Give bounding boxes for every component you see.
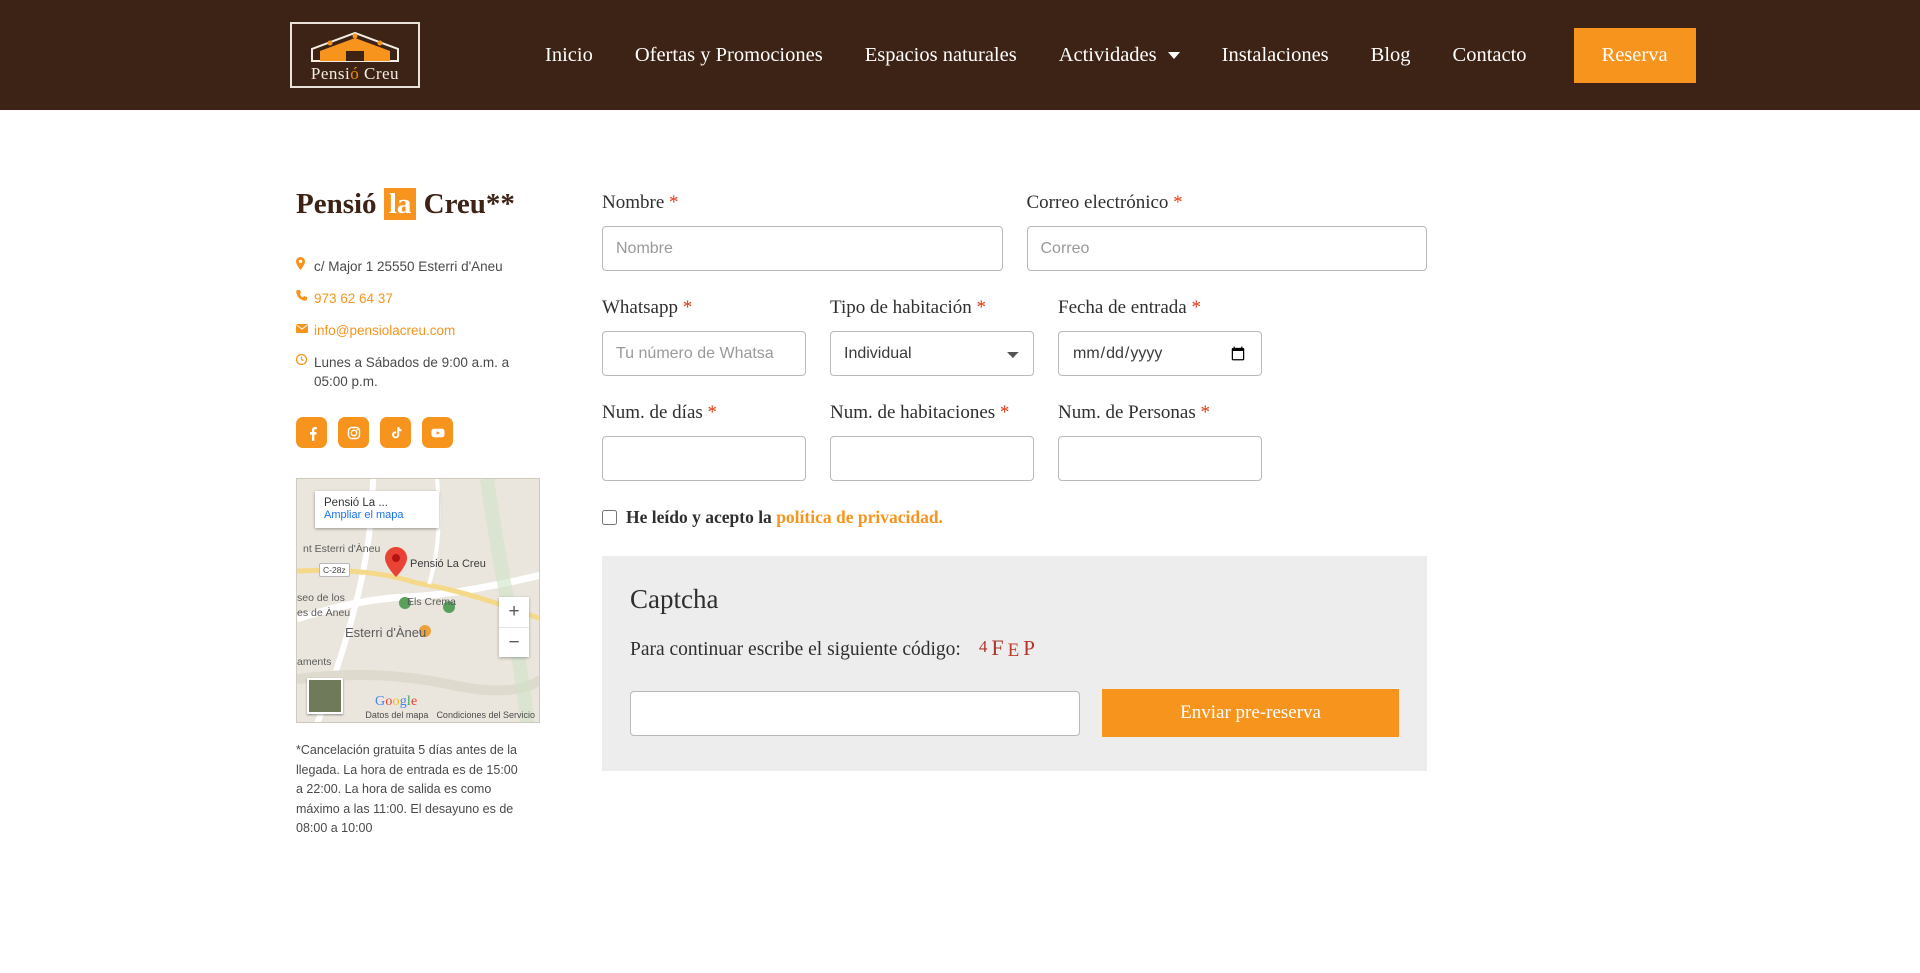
label-whatsapp: Whatsapp * [602, 297, 693, 318]
map-label-text: aments [297, 656, 332, 668]
nav-item-contacto[interactable] [1432, 0, 1548, 110]
field-num-personas [1058, 402, 1262, 481]
contact-phone[interactable] [296, 289, 546, 308]
contact-address [296, 257, 546, 276]
address-text: c/ Major 1 25550 Esterri d'Aneu [314, 259, 503, 274]
required-mark: * [707, 402, 718, 423]
map-pin-label: Pensió La Creu [410, 558, 486, 570]
email-link[interactable]: info@pensiolacreu.com [314, 323, 456, 338]
chevron-down-icon [1168, 52, 1180, 59]
label-tipo-habitacion: Tipo de habitación * [830, 297, 987, 318]
map-card-title: Pensió La ... [324, 497, 388, 509]
required-mark: * [1191, 297, 1201, 318]
nav-item-espacios-naturales[interactable] [844, 0, 1038, 110]
map-label-text: seo de los [297, 592, 345, 604]
required-mark: * [1173, 192, 1183, 213]
required-mark: * [682, 297, 693, 318]
nav-item-actividades[interactable] [1038, 0, 1201, 110]
label-num-habitaciones: Num. de habitaciones * [830, 402, 1010, 423]
captcha-code-image: 4FEP [978, 635, 1039, 661]
nav-label: Inicio [545, 44, 593, 66]
map-label-text: es de Àneu [297, 607, 351, 619]
reservation-form [602, 188, 1427, 839]
captcha-input[interactable] [630, 691, 1080, 736]
map-zoom-controls[interactable] [499, 597, 529, 657]
privacy-checkbox[interactable] [602, 510, 617, 525]
sidebar-title-part2: Creu** [423, 188, 515, 220]
envelope-icon [296, 321, 314, 338]
map-footer [297, 708, 539, 722]
clock-icon [296, 353, 314, 370]
submit-prereserva-button[interactable]: Enviar pre-reserva [1102, 689, 1399, 737]
tipo-habitacion-select[interactable] [830, 331, 1034, 376]
field-num-dias [602, 402, 806, 481]
location-pin-icon [296, 257, 314, 275]
num-habitaciones-input[interactable] [830, 436, 1034, 481]
site-header [0, 0, 1920, 110]
logo-text: Pensió Creu [310, 64, 400, 83]
required-mark: * [669, 192, 679, 213]
correo-input[interactable] [1027, 226, 1428, 271]
field-correo [1027, 192, 1428, 271]
map-label-text: nt Esterri d'Àneu [303, 543, 381, 555]
sidebar [296, 188, 546, 839]
nombre-input[interactable] [602, 226, 1003, 271]
captcha-title: Captcha [630, 584, 719, 614]
nav-item-ofertas[interactable] [614, 0, 844, 110]
page-content [0, 110, 1920, 839]
form-row-2 [602, 297, 1427, 376]
label-fecha-entrada: Fecha de entrada * [1058, 297, 1201, 318]
social-links [296, 417, 546, 448]
privacy-policy-link[interactable]: política de privacidad. [776, 507, 943, 527]
nav-label: Actividades [1058, 44, 1157, 66]
tiktok-icon[interactable] [380, 417, 411, 448]
num-dias-input[interactable] [602, 436, 806, 481]
nav-label: Ofertas y Promociones [634, 44, 823, 66]
map-expand-link[interactable]: Ampliar el mapa [324, 509, 404, 521]
nav-label: Espacios naturales [864, 44, 1017, 66]
field-whatsapp [602, 297, 806, 376]
captcha-submit-row [630, 689, 1399, 737]
privacy-text: He leído y acepto la política de privacidad. [626, 507, 943, 527]
map-info-card[interactable] [315, 491, 439, 528]
phone-icon [296, 289, 314, 306]
form-row-1 [602, 192, 1427, 271]
map-road-badge: C-28z [319, 563, 350, 577]
site-logo[interactable] [290, 22, 420, 88]
main-navigation [524, 0, 1696, 110]
captcha-panel [602, 556, 1427, 771]
num-personas-input[interactable] [1058, 436, 1262, 481]
field-nombre [602, 192, 1003, 271]
google-logo: Google [375, 694, 418, 709]
label-num-personas: Num. de Personas * [1058, 402, 1210, 423]
cancellation-note: *Cancelación gratuita 5 días antes de la llegada. La hora de entrada es de 15:00 a 22:00. La hora de salida es como máximo a las 11:00. El desayuno es de 08:00 a 10:00 [296, 743, 518, 835]
map-pin-icon[interactable] [385, 547, 407, 577]
sidebar-title-highlight: la [384, 188, 417, 220]
nav-item-inicio[interactable] [524, 0, 614, 110]
youtube-icon[interactable] [422, 417, 453, 448]
map-label-text: Els Crema [407, 596, 457, 608]
field-num-habitaciones [830, 402, 1034, 481]
logo-house-icon [302, 31, 408, 65]
captcha-instruction: Para continuar escribe el siguiente código: [630, 639, 961, 660]
required-mark: * [1200, 402, 1210, 423]
map-place-label: Esterri d'Àneu [345, 625, 427, 640]
nav-item-instalaciones[interactable] [1201, 0, 1350, 110]
sidebar-title-part1: Pensió [296, 188, 377, 220]
captcha-instruction-row [630, 635, 1399, 661]
facebook-icon[interactable] [296, 417, 327, 448]
nav-label: Blog [1370, 44, 1411, 66]
required-mark: * [976, 297, 987, 318]
required-mark: * [999, 402, 1010, 423]
map-zoom-out-button[interactable]: − [499, 627, 529, 657]
location-map[interactable] [296, 478, 540, 723]
contact-hours [296, 353, 546, 391]
sidebar-title [296, 188, 546, 221]
reserva-button[interactable]: Reserva [1574, 28, 1696, 83]
label-num-dias: Num. de días * [602, 402, 718, 423]
form-row-3 [602, 402, 1427, 481]
map-terms-link[interactable]: Condiciones del Servicio [436, 710, 535, 720]
field-fecha-entrada [1058, 297, 1262, 376]
nav-label: Contacto [1452, 44, 1527, 66]
phone-link[interactable]: 973 62 64 37 [314, 291, 393, 306]
date-input-wrapper [1058, 331, 1262, 376]
field-tipo-habitacion [830, 297, 1034, 376]
contact-email[interactable] [296, 321, 546, 340]
nav-item-blog[interactable] [1350, 0, 1432, 110]
hours-text: Lunes a Sábados de 9:00 a.m. a 05:00 p.m. [314, 355, 510, 389]
map-data-credit[interactable]: Datos del mapa [365, 710, 429, 720]
label-nombre: Nombre * [602, 192, 679, 213]
fecha-entrada-input[interactable] [1058, 331, 1262, 376]
nav-label: Instalaciones [1221, 44, 1329, 66]
privacy-consent [602, 507, 1427, 528]
whatsapp-input[interactable] [602, 331, 806, 376]
label-correo: Correo electrónico * [1026, 192, 1183, 213]
map-zoom-in-button[interactable]: + [508, 601, 520, 622]
instagram-icon[interactable] [338, 417, 369, 448]
